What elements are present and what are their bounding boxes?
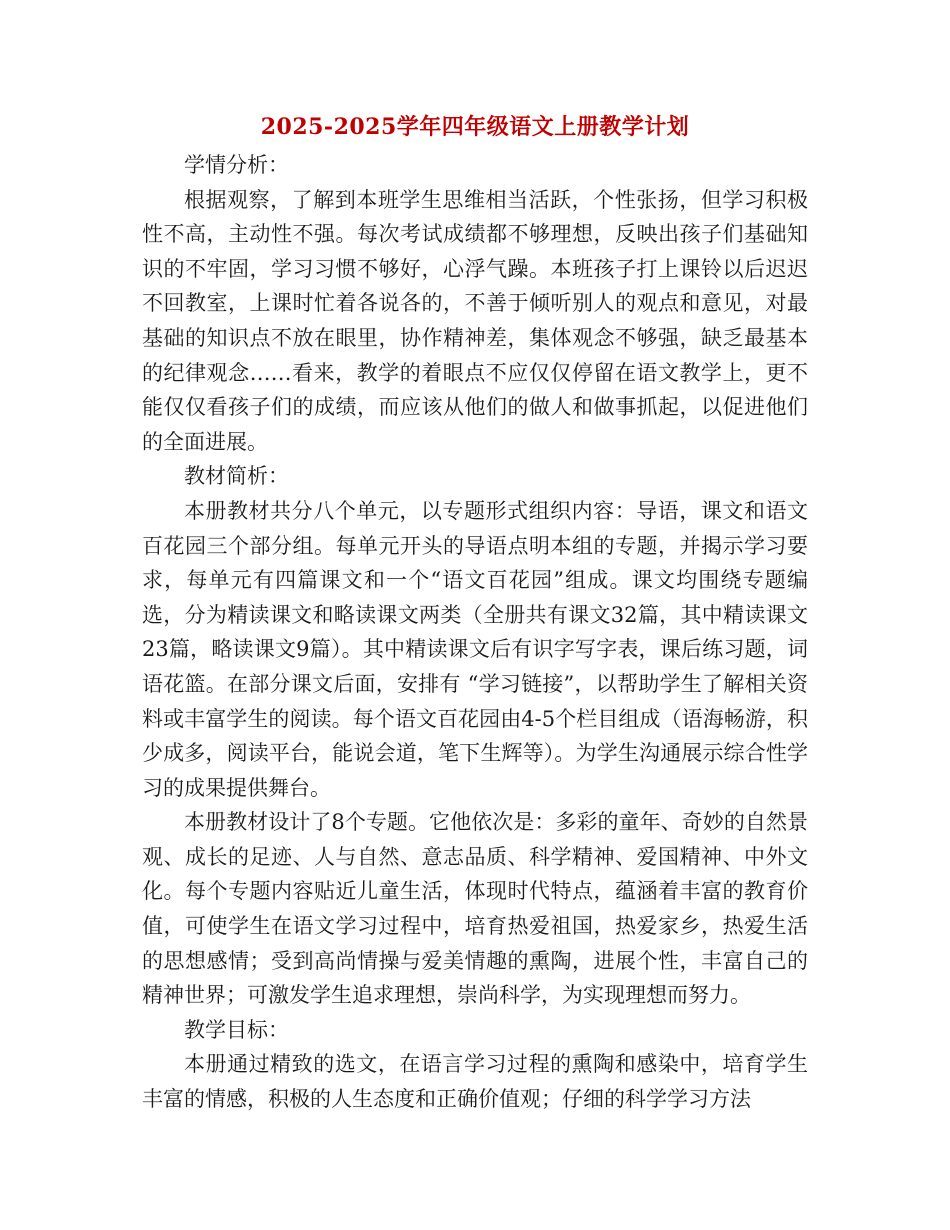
paragraph-textbook-topics: 本册教材设计了8个专题。它他依次是：多彩的童年、奇妙的自然景观、成长的足迹、人与自然、意志品质、科学精神、爱国精神、中外文化。每个专题内容贴近儿童生活，体现时代特点，蕴涵着丰富的教育价值，可使学生在语文学习过程中，培育热爱祖国，热爱家乡，热爱生活的思想感情；受到高尚情操与爱美情趣的熏陶，进展个性，丰富自己的精神世界；可激发学生追求理想，崇尚科学，为实现理想而努力。: [142, 810, 808, 1008]
paragraph-learning-analysis: 根据观察，了解到本班学生思维相当活跃，个性张扬，但学习积极性不高，主动性不强。每次考试成绩都不够理想，反映出孩子们基础知识的不牢固，学习习惯不够好，心浮气躁。本班孩子打上课铃以后迟迟不回教室，上课时忙着各说各的，不善于倾听别人的观点和意见，对最基础的知识点不放在眼里，协作精神差，集体观念不够强，缺乏最基本的纪律观念……看来，教学的着眼点不应仅仅停留在语文教学上，更不能仅仅看孩子们的成绩，而应该从他们的做人和做事抓起，以促进他们的全面进展。: [142, 187, 808, 454]
paragraph-textbook-structure: 本册教材共分八个单元，以专题形式组织内容：导语，课文和语文百花园三个部分组。每单元开头的导语点明本组的专题，并揭示学习要求，每单元有四篇课文和一个“语文百花园”组成。课文均围绕专题编选，分为精读课文和略读课文两类（全册共有课文32篇，其中精读课文23篇，略读课文9篇）。其中精读课文后有识字写字表，课后练习题，词语花篮。在部分课文后面，安排有 “学习链接”，以帮助学生了解相关资料或丰富学生的阅读。每个语文百花园由4-5个栏目组成（语海畅游，积少成多，阅读平台，能说会道，笔下生辉等）。为学生沟通展示综合性学习的成果提供舞台。: [142, 498, 808, 800]
section-heading-learning-analysis: 学情分析：: [184, 153, 289, 177]
section-heading-textbook-analysis: 教材简析：: [184, 464, 289, 489]
section-heading-teaching-goals: 教学目标：: [184, 1017, 289, 1042]
document-title: 2025-2025学年四年级语文上册教学计划: [260, 114, 690, 140]
paragraph-teaching-goals: 本册通过精致的选文，在语言学习过程的熏陶和感染中，培育学生丰富的情感，积极的人生态度和正确价值观；仔细的科学学习方法: [142, 1052, 808, 1112]
document-body: [142, 148, 808, 1117]
